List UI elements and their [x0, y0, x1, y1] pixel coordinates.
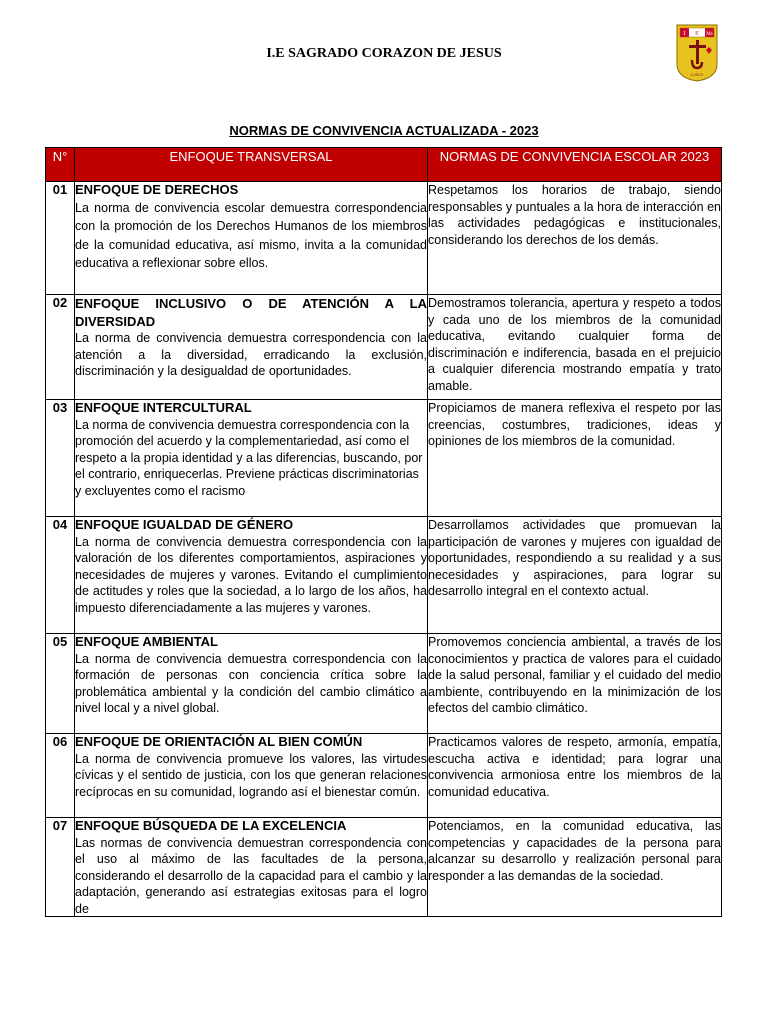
- enfoque-cell: [75, 734, 428, 818]
- enfoque-cell: [75, 400, 428, 517]
- enfoque-description: La norma de convivencia demuestra correspondencia con la formación de personas con conciencia crítica sobre la problemática ambiental y la condición del cambio climático a nivel local y a nivel global.: [75, 651, 427, 716]
- table-row: [46, 818, 722, 917]
- enfoque-cell: [75, 517, 428, 634]
- norma-cell: Desarrollamos actividades que promuevan la participación de varones y mujeres con igualdad de oportunidades, respondiendo a su realidad y a sus necesidades y aspiraciones, para lograr su desarrollo integral en el contexto actual.: [428, 517, 722, 634]
- row-number: 07: [46, 818, 75, 917]
- enfoque-name: ENFOQUE DE DERECHOS: [75, 182, 239, 197]
- table-row: [46, 734, 722, 818]
- svg-text:CUSCO: CUSCO: [690, 73, 704, 77]
- enfoque-cell: [75, 295, 428, 400]
- header-number: N°: [46, 148, 75, 182]
- enfoque-description: Las normas de convivencia demuestran correspondencia con el uso al máximo de las facultades de la persona, considerando el desarrollo de la capacidad para el cambio y la adaptación, generando así estrategias exitosas para el logro de: [75, 835, 427, 916]
- norma-cell: Respetamos los horarios de trabajo, siendo responsables y puntuales a la hora de interacción en las actividades pedagógicas e institucionales, considerando los derechos de los demás.: [428, 182, 722, 295]
- enfoque-name: ENFOQUE INCLUSIVO O DE ATENCIÓN A LA DIVERSIDAD: [75, 296, 427, 329]
- enfoque-clip: [75, 818, 427, 916]
- header-normas: NORMAS DE CONVIVENCIA ESCOLAR 2023: [428, 148, 722, 182]
- table-row: [46, 400, 722, 517]
- table-row: [46, 634, 722, 734]
- row-number: 04: [46, 517, 75, 634]
- enfoque-name: ENFOQUE IGUALDAD DE GÉNERO: [75, 517, 294, 532]
- enfoque-cell: [75, 818, 428, 917]
- enfoque-name: ENFOQUE DE ORIENTACIÓN AL BIEN COMÚN: [75, 734, 363, 749]
- enfoque-cell: [75, 182, 428, 295]
- school-name: I.E SAGRADO CORAZON DE JESUS: [266, 46, 502, 61]
- svg-text:Ms: Ms: [706, 32, 713, 37]
- norma-cell: Potenciamos, en la comunidad educativa, las competencias y capacidades de la persona para alcanzar su desarrollo y realización personal para responder a las demandas de la sociedad.: [428, 818, 722, 917]
- enfoque-description: La norma de convivencia demuestra correspondencia con la promoción del acuerdo y la complementariedad, así como el respeto a la propia identidad y a las diferencias, buscando, por el contrario, enriquecerlas. Previene prácticas discriminatorias y excluyentes como el racismo: [75, 417, 423, 498]
- table-row: [46, 517, 722, 634]
- table-header-row: [46, 148, 722, 182]
- norma-cell: Promovemos conciencia ambiental, a través de los conocimientos y practica de valores para el cuidado de la salud personal, familiar y el cuidado del medio ambiente, contribuyendo en la minimización de los efectos del cambio climático.: [428, 634, 722, 734]
- norms-table: [45, 147, 722, 917]
- document-title: NORMAS DE CONVIVENCIA ACTUALIZADA - 2023: [229, 123, 539, 138]
- enfoque-description: La norma de convivencia demuestra correspondencia con la valoración de los diferentes comportamientos, aspiraciones y necesidades de mujeres y varones. Evitando el cumplimiento de actitudes y roles que la sociedad, a lo largo de los años, ha impuesto diferenciadamente a las mujeres y varones.: [75, 534, 427, 615]
- row-number: 05: [46, 634, 75, 734]
- enfoque-cell: [75, 634, 428, 734]
- enfoque-description: La norma de convivencia promueve los valores, las virtudes cívicas y el sentido de justicia, con los que generan relaciones recíprocas en su comunidad, logrando así el bienestar común.: [75, 751, 427, 799]
- svg-text:I: I: [683, 31, 686, 37]
- enfoque-name: ENFOQUE AMBIENTAL: [75, 634, 218, 649]
- norma-cell: Practicamos valores de respeto, armonía, empatía, escucha activa e identidad; para lograr una convivencia armoniosa entre los miembros de la comunidad educativa.: [428, 734, 722, 818]
- table-row: [46, 182, 722, 295]
- enfoque-description: La norma de convivencia demuestra correspondencia con la atención a la diversidad, erradicando la exclusión, discriminación y la desigualdad de oportunidades.: [75, 331, 427, 379]
- enfoque-description: La norma de convivencia escolar demuestra correspondencia con la promoción de los Derechos Humanos de los miembros de la comunidad educativa, así mismo, invita a la comunidad educativa a reflexionar sobre ellos.: [75, 200, 427, 270]
- norma-cell: Propiciamos de manera reflexiva el respeto por las creencias, costumbres, tradiciones, ideas y opiniones de los miembros de la comunidad.: [428, 400, 722, 517]
- school-logo: [676, 24, 718, 82]
- enfoque-name: ENFOQUE BÚSQUEDA DE LA EXCELENCIA: [75, 818, 347, 833]
- header-enfoque: ENFOQUE TRANSVERSAL: [75, 148, 428, 182]
- enfoque-name: ENFOQUE INTERCULTURAL: [75, 400, 252, 415]
- row-number: 06: [46, 734, 75, 818]
- row-number: 03: [46, 400, 75, 517]
- row-number: 02: [46, 295, 75, 400]
- norma-cell: Demostramos tolerancia, apertura y respeto a todos y cada uno de los miembros de la comunidad educativa, evitando cualquier forma de discriminación e indiferencia, basada en el prejuicio a cualquier diferencia mostrando empatía y trato amable.: [428, 295, 722, 400]
- table-row: [46, 295, 722, 400]
- svg-text:E: E: [695, 31, 699, 37]
- row-number: 01: [46, 182, 75, 295]
